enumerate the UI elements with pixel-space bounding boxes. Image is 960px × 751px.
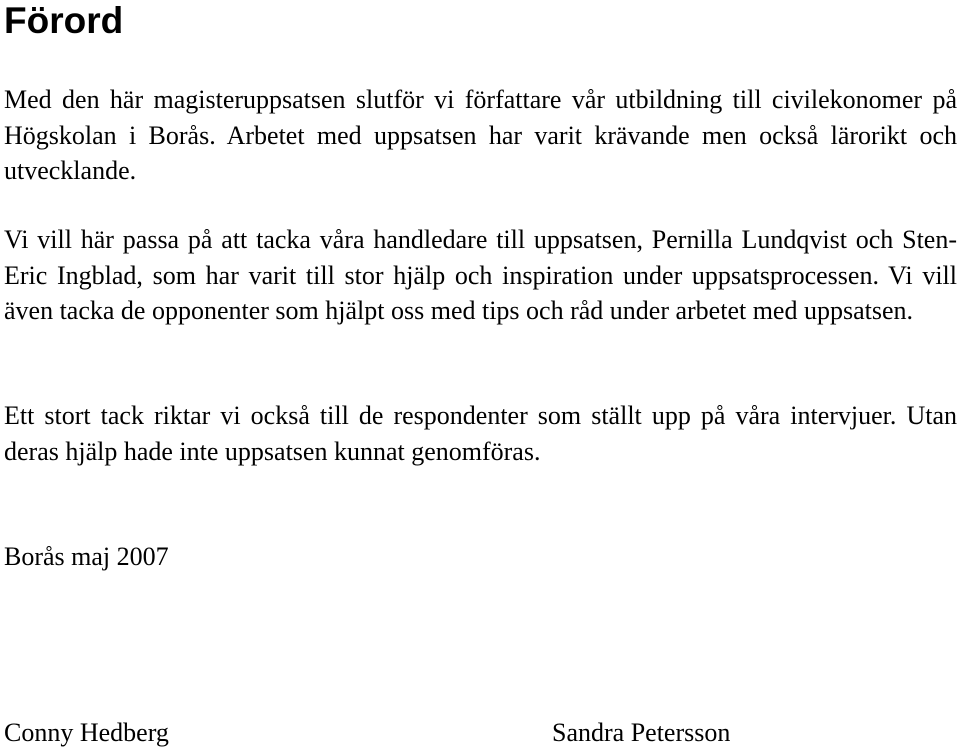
place-date: Borås maj 2007 <box>4 542 169 571</box>
signature-author-2: Sandra Petersson <box>552 718 731 747</box>
paragraph-intro: Med den här magisteruppsatsen slutför vi författare vår utbildning till civilekonomer på Högskolan i Borås. Arbetet med uppsatsen har varit krävande men också lärorikt och utvecklande. <box>4 85 957 185</box>
paragraph-thanks-supervisors: Vi vill här passa på att tacka våra handledare till uppsatsen, Pernilla Lundqvist och Sten-Eric Ingblad, som har varit till stor hjälp och inspiration under uppsatsprocessen. Vi vill även tacka de opponenter som hjälpt oss med tips och råd under arbetet med uppsatsen. <box>4 225 957 325</box>
page-title: Förord <box>4 0 124 41</box>
paragraph-thanks-respondents: Ett stort tack riktar vi också till de respondenter som ställt upp på våra intervjuer. Utan deras hjälp hade inte uppsatsen kunnat genomföras. <box>4 401 957 466</box>
signature-author-1: Conny Hedberg <box>4 718 169 747</box>
